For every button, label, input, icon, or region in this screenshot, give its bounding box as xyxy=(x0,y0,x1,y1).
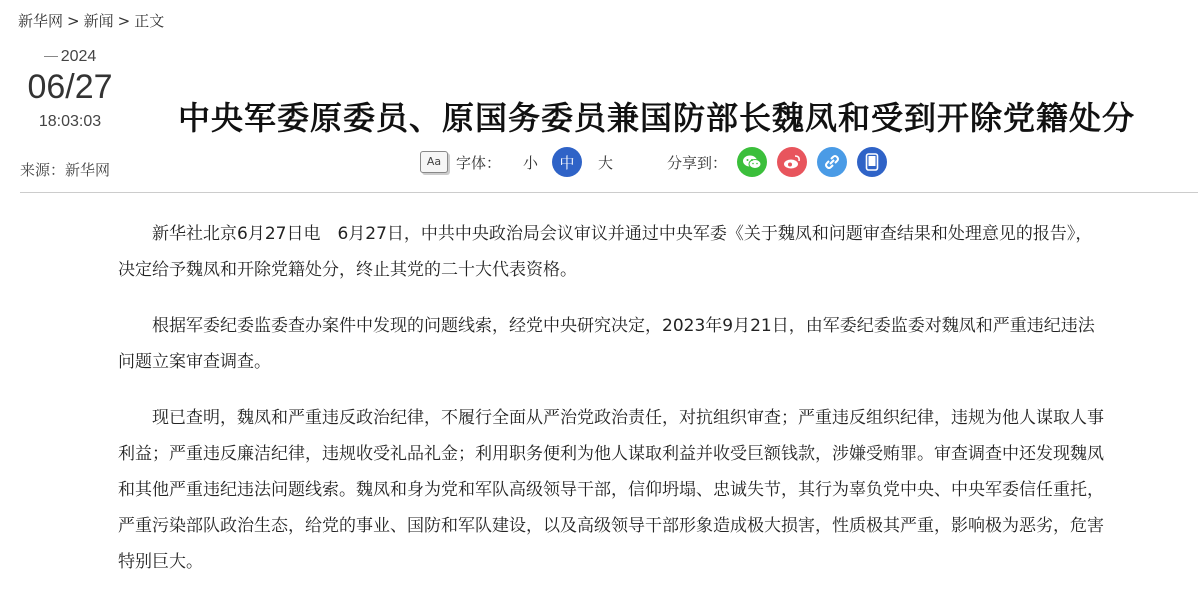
article-body xyxy=(118,216,1108,600)
breadcrumb xyxy=(18,10,164,31)
article-source: 来源：新华网 xyxy=(20,161,111,179)
font-size-icon: Aa xyxy=(420,151,448,173)
weibo-icon xyxy=(782,154,802,170)
font-size-label: 字体： xyxy=(456,153,502,172)
breadcrumb-current: 正文 xyxy=(134,12,165,30)
share-mobile-button[interactable] xyxy=(857,147,887,177)
mobile-icon xyxy=(865,153,879,171)
share-wechat-button[interactable] xyxy=(737,147,767,177)
article-paragraph: 根据军委纪委监委查办案件中发现的问题线索，经党中央研究决定，2023年9月21日，由军委纪委监委对魏凤和严重违纪违法问题立案审查调查。 xyxy=(118,316,1095,372)
publish-month-day: 06/27 xyxy=(27,68,113,106)
font-size-small-button[interactable]: 小 xyxy=(523,153,539,172)
font-size-medium-button[interactable]: 中 xyxy=(552,147,582,177)
article-paragraph: 现已查明，魏凤和严重违反政治纪律，不履行全面从严治党政治责任，对抗组织审查；严重违反组织纪律，违规为他人谋取人事利益；严重违反廉洁纪律，违规收受礼品礼金；利用职务便利为他人谋取利益并收受巨额钱款，涉嫌受贿罪。审查调查中还发现魏凤和其他严重违纪违法问题线索。魏凤和身为党和军队高级领导干部，信仰坍塌、忠诚失节，其行为辜负党中央、中央军委信任重托，严重污染部队政治生态，给党的事业、国防和军队建设，以及高级领导干部形象造成极大损害，性质极其严重，影响极为恶劣，危害特别巨大。 xyxy=(118,408,1104,572)
publish-date xyxy=(20,48,120,131)
article-paragraph: 新华社北京6月27日电 6月27日，中共中央政治局会议审议并通过中央军委《关于魏凤和问题审查结果和处理意见的报告》，决定给予魏凤和开除党籍处分，终止其党的二十大代表资格。 xyxy=(118,224,1093,280)
breadcrumb-link-xinhua[interactable]: 新华网 xyxy=(18,12,64,30)
share-label: 分享到： xyxy=(667,153,728,172)
share-link-button[interactable] xyxy=(817,147,847,177)
article-title: 中央军委原委员、原国务委员兼国防部长魏凤和受到开除党籍处分 xyxy=(178,99,1136,138)
breadcrumb-separator: > xyxy=(67,12,80,30)
publish-year: 2024 xyxy=(20,48,120,66)
publish-time: 18:03:03 xyxy=(38,113,102,130)
breadcrumb-link-news[interactable]: 新闻 xyxy=(83,12,114,30)
link-icon xyxy=(823,153,841,171)
share-weibo-button[interactable] xyxy=(777,147,807,177)
wechat-icon xyxy=(742,154,762,170)
font-size-large-button[interactable]: 大 xyxy=(598,153,614,172)
article-toolbar xyxy=(420,145,897,179)
breadcrumb-separator: > xyxy=(117,12,131,30)
header-divider xyxy=(20,192,1198,193)
